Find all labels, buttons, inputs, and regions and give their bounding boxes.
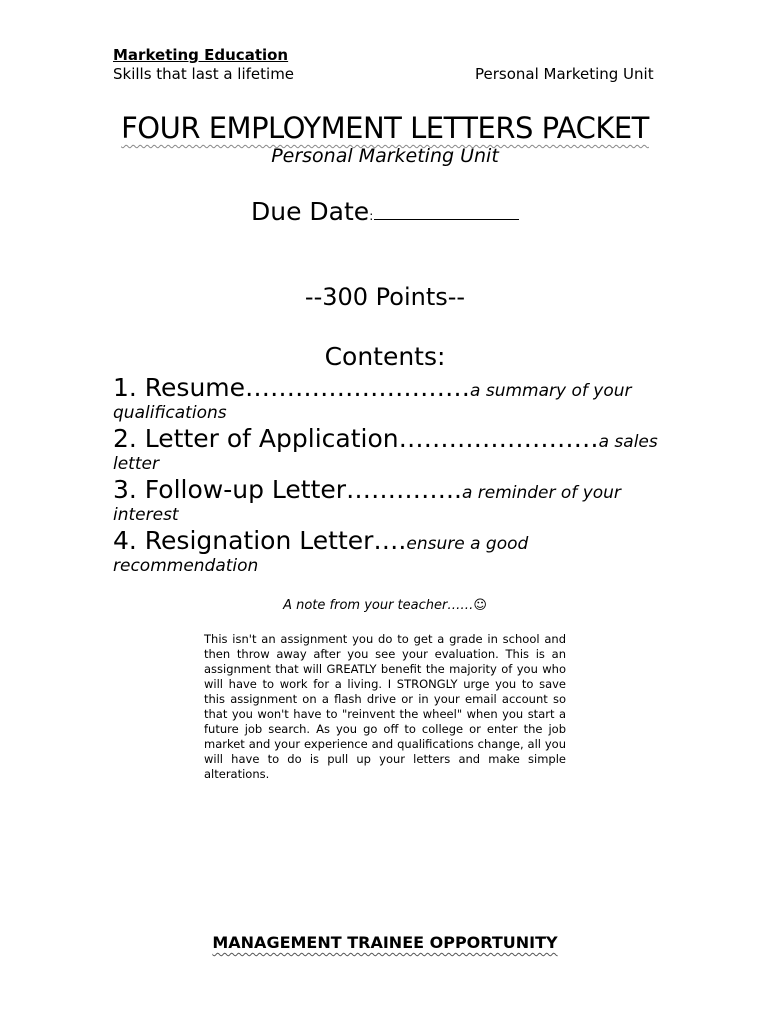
item-name: 3. Follow-up Letter…………..	[113, 475, 462, 504]
points-label: --300 Points--	[304, 283, 466, 311]
document-header-left	[113, 46, 294, 84]
unit-label: Personal Marketing Unit	[475, 65, 654, 83]
page-subtitle: Personal Marketing Unit	[271, 145, 499, 167]
due-date-line	[251, 197, 519, 226]
list-item	[113, 373, 673, 424]
section-heading: MANAGEMENT TRAINEE OPPORTUNITY	[212, 933, 558, 952]
item-name: 1. Resume………………………	[113, 373, 471, 402]
item-name: 2. Letter of Application……………………	[113, 424, 599, 453]
item-name: 4. Resignation Letter….	[113, 526, 407, 555]
item-desc: a sales letter	[113, 432, 658, 474]
tagline: Skills that last a lifetime	[113, 65, 295, 83]
page-title: FOUR EMPLOYMENT LETTERS PACKET	[121, 111, 649, 145]
contents-list	[113, 373, 673, 577]
list-item	[113, 475, 673, 526]
item-desc: ensure a good recommendation	[113, 534, 529, 576]
list-item	[113, 424, 673, 475]
org-name: Marketing Education	[113, 46, 289, 64]
due-date-colon: :	[369, 209, 374, 223]
list-item	[113, 526, 673, 577]
item-desc: a summary of your qualifications	[113, 381, 632, 423]
due-date-label: Due Date	[251, 197, 370, 226]
contents-heading: Contents:	[324, 342, 446, 371]
item-desc: a reminder of your interest	[113, 483, 621, 525]
teacher-note-heading: A note from your teacher……☺	[283, 598, 487, 613]
due-date-blank	[374, 218, 519, 220]
teacher-note-body: This isn't an assignment you do to get a grade in school and then throw away after you see your evaluation. This is an assignment that will GREATLY benefit the majority of you who will have to work for a living. I STRONGLY urge you to save this assignment on a flash drive or in your email account so that you won't have to "reinvent the wheel" when you start a future job search. As you go off to college or enter the job market and your experience and qualifications change, all you will have to do is pull up your letters and make simple alterations.	[204, 632, 566, 781]
